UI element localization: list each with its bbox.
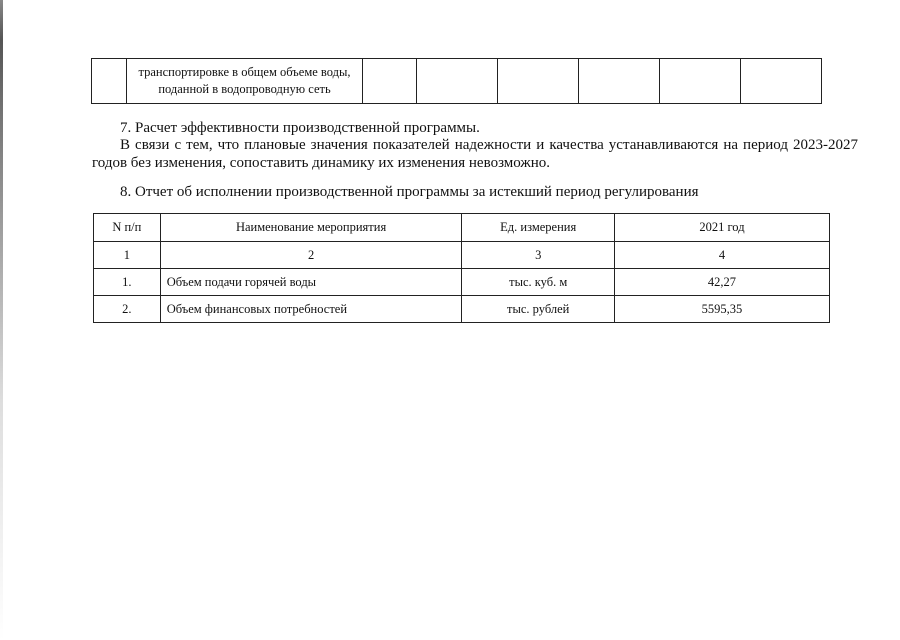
numbering-cell: 2 <box>160 242 462 269</box>
report-table <box>93 213 830 323</box>
fragment-cell-empty <box>498 59 579 104</box>
row-number: 2. <box>94 296 161 323</box>
table-row <box>94 296 830 323</box>
table-row <box>94 269 830 296</box>
numbering-cell: 1 <box>94 242 161 269</box>
fragment-line-1: транспортировке в общем объеме воды, <box>138 65 351 79</box>
fragment-cell-empty <box>363 59 417 104</box>
row-unit: тыс. рублей <box>462 296 614 323</box>
fragment-table <box>91 58 822 104</box>
fragment-cell-text <box>127 59 363 104</box>
fragment-line-2: поданной в водопроводную сеть <box>158 82 331 96</box>
row-name: Объем финансовых потребностей <box>160 296 462 323</box>
numbering-cell: 4 <box>614 242 829 269</box>
section-7-text-line-2: годов без изменения, сопоставить динамику их изменения невозможно. <box>92 155 551 171</box>
header-unit: Ед. измерения <box>462 214 614 242</box>
row-unit: тыс. куб. м <box>462 269 614 296</box>
fragment-cell-empty <box>741 59 822 104</box>
fragment-cell-number <box>92 59 127 104</box>
table-numbering-row <box>94 242 830 269</box>
table-header-row <box>94 214 830 242</box>
header-number: N п/п <box>94 214 161 242</box>
fragment-cell-empty <box>660 59 741 104</box>
section-8-heading: 8. Отчет об исполнении производственной программы за истекший период регулирования <box>120 184 699 200</box>
scan-edge <box>0 0 3 640</box>
fragment-cell-empty <box>579 59 660 104</box>
row-number: 1. <box>94 269 161 296</box>
header-name: Наименование мероприятия <box>160 214 462 242</box>
header-year: 2021 год <box>614 214 829 242</box>
row-name: Объем подачи горячей воды <box>160 269 462 296</box>
section-7-heading: 7. Расчет эффективности производственной программы. <box>120 120 480 136</box>
row-value: 5595,35 <box>614 296 829 323</box>
numbering-cell: 3 <box>462 242 614 269</box>
row-value: 42,27 <box>614 269 829 296</box>
fragment-cell-empty <box>417 59 498 104</box>
section-7-text-line-1: В связи с тем, что плановые значения показателей надежности и качества устанавливаются на период 2023-2027 <box>120 137 858 153</box>
